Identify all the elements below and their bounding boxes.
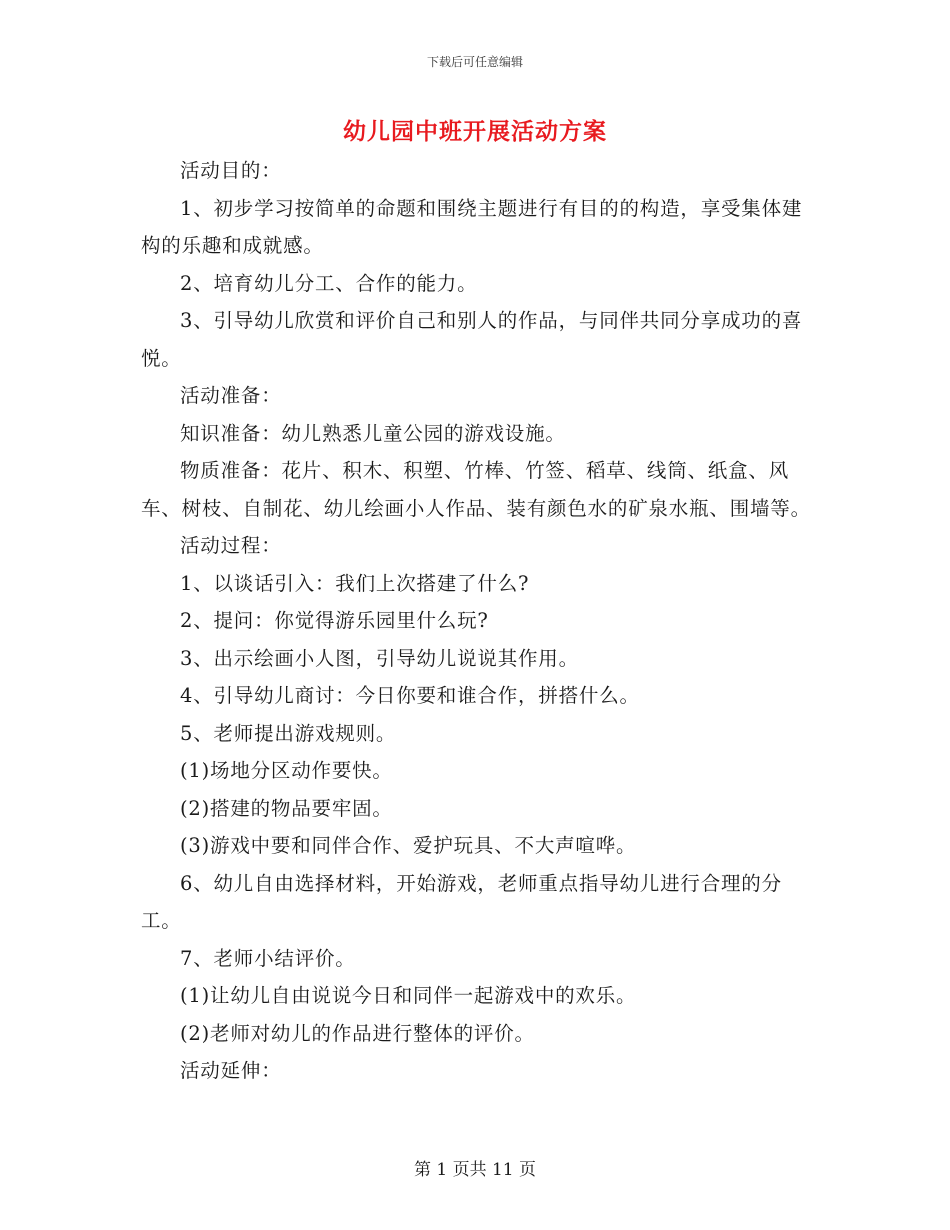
paragraph: 5、老师提出游戏规则。 [180,721,397,745]
paragraph: 1、初步学习按简单的命题和围绕主题进行有目的的构造，享受集体建构的乐趣和成就感。 [141,196,803,257]
paragraph: (1)场地分区动作要快。 [180,759,393,782]
page-header: 下载后可任意编辑 [426,55,523,69]
paragraph: 知识准备：幼儿熟悉儿童公园的游戏设施。 [180,421,566,445]
document-body [141,152,813,1090]
paragraph: 物质准备：花片、积木、积塑、竹棒、竹签、稻草、线筒、纸盒、风车、树枝、自制花、幼儿绘画小人作品、装有颜色水的矿泉水瓶、围墙等。 [141,459,811,520]
paragraph: 4、引导幼儿商讨：今日你要和谁合作，拼搭什么。 [180,684,640,707]
paragraph: 活动准备： [180,384,282,407]
page-footer: 第 1 页共 11 页 [413,1160,537,1180]
paragraph: 1、以谈话引入：我们上次搭建了什么? [180,571,530,595]
paragraph: (2)搭建的物品要牢固。 [180,796,393,820]
paragraph: (2)老师对幼儿的作品进行整体的评价。 [180,1021,535,1045]
paragraph: 活动延伸： [180,1059,282,1082]
paragraph: 活动过程： [180,534,282,557]
paragraph: 3、引导幼儿欣赏和评价自己和别人的作品，与同伴共同分享成功的喜悦。 [141,309,803,370]
paragraph: 6、幼儿自由选择材料，开始游戏，老师重点指导幼儿进行合理的分工。 [141,871,782,932]
paragraph: (3)游戏中要和同伴合作、爱护玩具、不大声喧哗。 [180,834,637,857]
paragraph: 活动目的： [180,159,282,182]
paragraph: 3、出示绘画小人图，引导幼儿说说其作用。 [180,646,579,670]
paragraph: (1)让幼儿自由说说今日和同伴一起游戏中的欢乐。 [180,984,637,1007]
document-title: 幼儿园中班开展活动方案 [343,118,607,145]
paragraph: 2、培育幼儿分工、合作的能力。 [180,271,478,295]
paragraph: 7、老师小结评价。 [180,946,356,970]
paragraph: 2、提问：你觉得游乐园里什么玩? [180,609,489,632]
